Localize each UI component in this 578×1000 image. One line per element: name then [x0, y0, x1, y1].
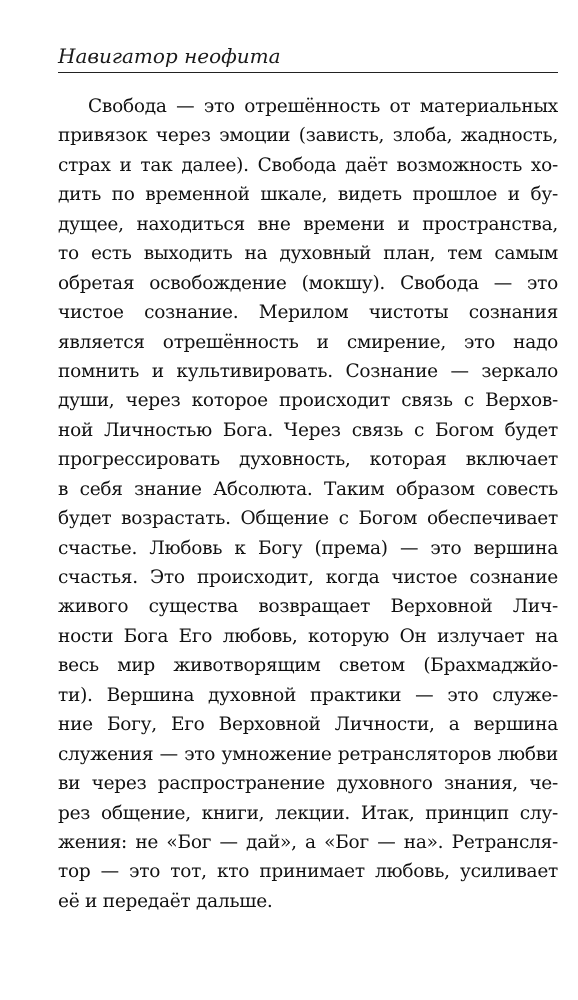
header-rule — [58, 72, 558, 73]
text-line: живого существа возвращает Верховной Лич- — [58, 596, 558, 618]
text-line: дущее, находиться вне времени и пространства, — [58, 213, 558, 235]
text-line: то есть выходить на духовный план, тем самым — [58, 243, 558, 265]
text-line: жения: не «Бог — дай», а «Бог — на». Ретрансля- — [58, 831, 558, 853]
text-line: ти). Вершина духовной практики — это служе- — [58, 684, 558, 706]
text-line: весь мир животворящим светом (Брахмаджйо- — [58, 655, 558, 677]
text-line: страх и так далее). Свобода даёт возможность хо- — [58, 154, 558, 176]
text-line: дить по временной шкале, видеть прошлое и бу- — [58, 184, 558, 206]
text-line: чистое сознание. Мерилом чистоты сознания — [58, 302, 558, 324]
text-line: ности Бога Его любовь, которую Он излучает на — [58, 625, 558, 647]
text-line: её и передаёт дальше. — [58, 890, 273, 912]
text-line: тор — это тот, кто принимает любовь, усиливает — [58, 861, 558, 883]
text-line: Свобода — это отрешённость от материальных — [88, 96, 558, 117]
body-paragraph — [58, 92, 558, 916]
text-line: счастья. Это происходит, когда чистое сознание — [58, 567, 558, 588]
text-line: в себя знание Абсолюта. Таким образом совесть — [58, 478, 558, 500]
text-line: счастье. Любовь к Богу (према) — это вершина — [58, 537, 558, 559]
running-head-title: Навигатор неофита — [58, 44, 281, 68]
text-line: ние Богу, Его Верховной Личности, а вершина — [58, 714, 558, 736]
text-line: служения — это умножение ретрансляторов любви — [58, 743, 558, 765]
text-line: души, через которое происходит связь с Верхов- — [58, 390, 558, 412]
text-line: ви через распространение духовного знания, че- — [58, 773, 558, 795]
text-line: будет возрастать. Общение с Богом обеспечивает — [58, 508, 558, 530]
text-line: ной Личностью Бога. Через связь с Богом будет — [58, 419, 558, 441]
text-line: прогрессировать духовность, которая включает — [58, 449, 558, 471]
text-line: помнить и культивировать. Сознание — зеркало — [58, 360, 558, 382]
text-line: привязок через эмоции (зависть, злоба, жадность, — [58, 125, 558, 147]
text-line: является отрешённость и смирение, это надо — [58, 331, 558, 353]
text-line: обретая освобождение (мокшу). Свобода — это — [58, 272, 558, 294]
text-line: рез общение, книги, лекции. Итак, принцип слу- — [58, 802, 558, 824]
